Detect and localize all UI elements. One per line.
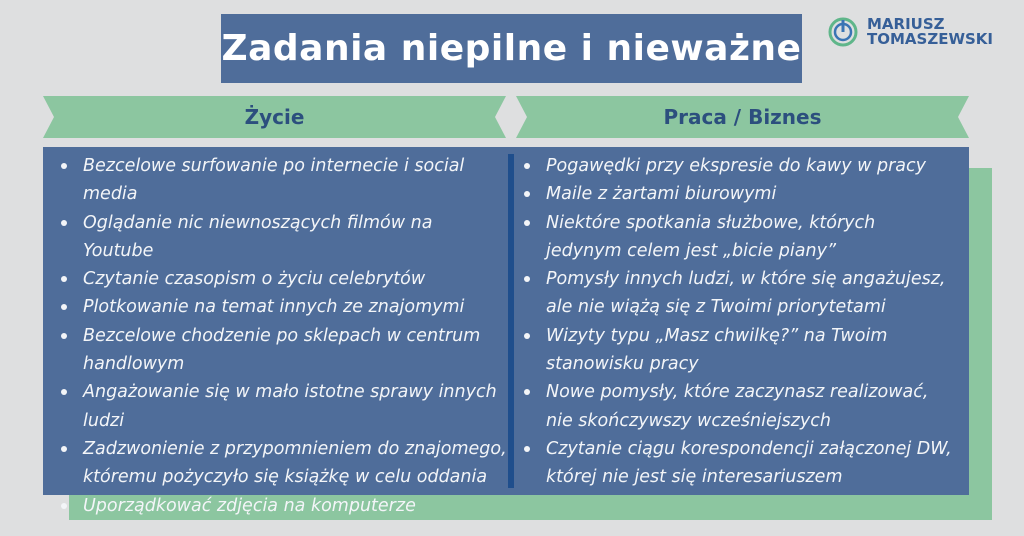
list-item: Uporządkować zdjęcia na komputerze [61, 492, 507, 520]
list-item: Pomysły innych ludzi, w które się angażujesz, ale nie wiążą się z Twoimi priorytetami [524, 265, 956, 322]
column-heading-life: Życie [244, 105, 305, 129]
logo-line-1: MARIUSZ [867, 15, 945, 33]
list-item: Plotkowanie na temat innych ze znajomymi [61, 293, 507, 321]
heading-banner-work [516, 96, 969, 138]
work-task-list [524, 152, 956, 492]
column-divider [508, 154, 514, 488]
list-item: Maile z żartami biurowymi [524, 180, 956, 208]
column-heading-work: Praca / Biznes [663, 105, 822, 129]
life-task-list [61, 152, 507, 520]
list-item: Czytanie czasopism o życiu celebrytów [61, 265, 507, 293]
page-title: Zadania niepilne i nieważne [221, 28, 802, 69]
list-item: Oglądanie nic niewnoszących filmów na Youtube [61, 209, 507, 266]
list-item: Niektóre spotkania służbowe, których jedynym celem jest „bicie piany” [524, 209, 956, 266]
list-item: Czytanie ciągu korespondencji załączonej DW, której nie jest się interesariuszem [524, 435, 956, 492]
list-item: Zadzwonienie z przypomnieniem do znajomego, któremu pożyczyło się książkę w celu oddania [61, 435, 507, 492]
list-item: Pogawędki przy ekspresie do kawy w pracy [524, 152, 956, 180]
power-icon [828, 17, 858, 47]
logo-line-2: TOMASZEWSKI [867, 30, 993, 48]
list-item: Angażowanie się w mało istotne sprawy innych ludzi [61, 378, 507, 435]
list-item: Bezcelowe surfowanie po internecie i social media [61, 152, 507, 209]
list-item: Nowe pomysły, które zaczynasz realizować, nie skończywszy wcześniejszych [524, 378, 956, 435]
heading-banner-life [43, 96, 506, 138]
logo [828, 14, 1008, 50]
list-item: Bezcelowe chodzenie po sklepach w centrum handlowym [61, 322, 507, 379]
title-box [221, 14, 802, 83]
logo-text [867, 17, 993, 47]
list-item: Wizyty typu „Masz chwilkę?” na Twoim stanowisku pracy [524, 322, 956, 379]
